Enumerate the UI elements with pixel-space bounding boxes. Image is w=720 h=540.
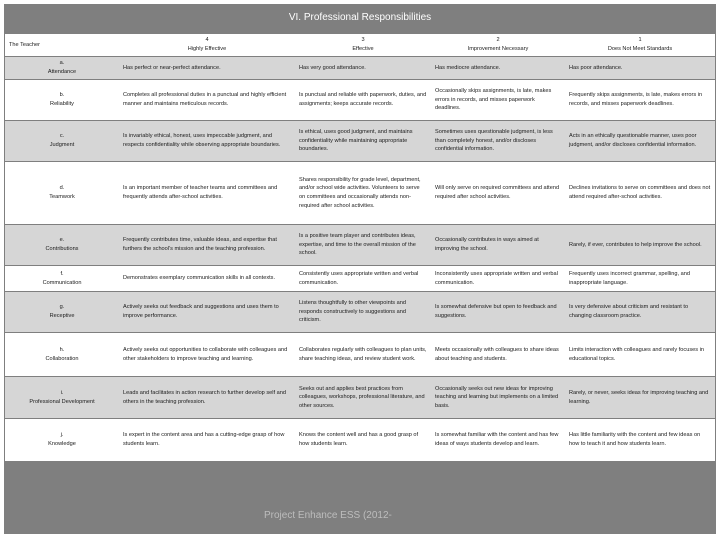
- level-number: 2: [496, 37, 500, 44]
- descriptor-cell: Actively seeks out feedback and suggestions and uses them to improve performance.: [119, 292, 295, 332]
- criterion-name: Contributions: [45, 246, 79, 252]
- level-number: 4: [205, 37, 209, 44]
- criterion-cell: [5, 225, 119, 265]
- criterion-cell: [5, 333, 119, 376]
- criterion-name: Collaboration: [45, 355, 79, 362]
- table-row: [5, 225, 715, 265]
- descriptor-cell: Occasionally contributes in ways aimed at improving the school.: [431, 225, 565, 265]
- descriptor-cell: Inconsistently uses appropriate written and verbal communication.: [431, 266, 565, 291]
- criterion-name: Reliability: [50, 101, 74, 107]
- descriptor-cell: Is punctual and reliable with paperwork, duties, and assignments; keeps accurate records.: [295, 80, 431, 120]
- descriptor-cell: Is expert in the content area and has a cutting-edge grasp of how students learn.: [119, 419, 295, 461]
- table-row: [5, 419, 715, 461]
- criterion-name: Communication: [42, 279, 82, 286]
- descriptor-cell: Acts in an ethically questionable manner, uses poor judgment, and/or discloses confidential information.: [565, 121, 715, 161]
- descriptor-cell: Frequently contributes time, valuable ideas, and expertise that furthers the school’s mission and the teaching profession.: [119, 225, 295, 265]
- descriptor-cell: Occasionally skips assignments, is late, makes errors in records, and misses paperwork deadlines.: [431, 80, 565, 120]
- descriptor-cell: Limits interaction with colleagues and rarely focuses in educational topics.: [565, 333, 715, 376]
- criterion-letter: j.: [60, 432, 64, 439]
- descriptor-cell: Listens thoughtfully to other viewpoints and responds constructively to suggestions and criticism.: [295, 292, 431, 332]
- descriptor-cell: Occasionally seeks out new ideas for improving teaching and learning but implements on a limited basis.: [431, 377, 565, 418]
- descriptor-cell: Has perfect or near-perfect attendance.: [119, 57, 295, 79]
- descriptor-cell: Is a positive team player and contributes ideas, expertise, and time to the overall mission of the school.: [295, 225, 431, 265]
- criterion-name: Teamwork: [49, 194, 75, 200]
- footer-watermark: Project Enhance ESS (2012-: [264, 510, 392, 521]
- descriptor-cell: Is very defensive about criticism and resistant to changing classroom practice.: [565, 292, 715, 332]
- descriptor-cell: Frequently skips assignments, is late, makes errors in records, and misses paperwork deadlines.: [565, 80, 715, 120]
- criterion-cell: [5, 266, 119, 291]
- criterion-letter: c.: [59, 133, 65, 140]
- descriptor-cell: Is an important member of teacher teams and committees and frequently attends after-school activities.: [119, 162, 295, 224]
- rubric-body: [5, 57, 715, 461]
- level-name: Highly Effective: [187, 46, 227, 52]
- criterion-letter: f.: [60, 270, 64, 277]
- criterion-name: Attendance: [47, 69, 77, 75]
- level-number: 1: [638, 37, 642, 44]
- table-row: [5, 266, 715, 291]
- descriptor-cell: Collaborates regularly with colleagues to plan units, share teaching ideas, and review student work.: [295, 333, 431, 376]
- descriptor-cell: Rarely, if ever, contributes to help improve the school.: [565, 225, 715, 265]
- criterion-cell: [5, 377, 119, 418]
- criterion-name: Professional Development: [29, 398, 95, 405]
- level-number: 3: [361, 37, 365, 44]
- criterion-letter: g.: [59, 304, 65, 311]
- descriptor-cell: Rarely, or never, seeks ideas for improving teaching and learning.: [565, 377, 715, 418]
- header-row: [5, 34, 715, 56]
- page-title: VI. Professional Responsibilities: [288, 12, 432, 23]
- descriptor-cell: Has very good attendance.: [295, 57, 431, 79]
- criterion-name: Judgment: [49, 142, 75, 148]
- descriptor-cell: Shares responsibility for grade level, department, and/or school wide activities. Volunteers to serve on committees and occasionally attends non-required after school activities.: [295, 162, 431, 224]
- descriptor-cell: Meets occasionally with colleagues to share ideas about teaching and students.: [431, 333, 565, 376]
- table-row: [5, 80, 715, 120]
- table-row: [5, 377, 715, 418]
- corner-label: The Teacher: [5, 34, 119, 56]
- descriptor-cell: Has poor attendance.: [565, 57, 715, 79]
- descriptor-cell: Sometimes uses questionable judgment, is less than completely honest, and/or discloses confidential information.: [431, 121, 565, 161]
- descriptor-cell: Frequently uses incorrect grammar, spelling, and inappropriate language.: [565, 266, 715, 291]
- descriptor-cell: Consistently uses appropriate written and verbal communication.: [295, 266, 431, 291]
- criterion-letter: e.: [59, 237, 65, 244]
- descriptor-cell: Has mediocre attendance.: [431, 57, 565, 79]
- criterion-letter: h.: [59, 346, 65, 353]
- table-row: [5, 162, 715, 224]
- level-name: Does Not Meet Standards: [607, 46, 673, 52]
- descriptor-cell: Declines invitations to serve on committees and does not attend required after-school activities.: [565, 162, 715, 224]
- table-row: [5, 57, 715, 79]
- criterion-cell: [5, 57, 119, 79]
- criterion-letter: b.: [59, 92, 65, 99]
- criterion-letter: i.: [60, 389, 64, 396]
- level-name: Effective: [352, 46, 374, 52]
- rubric-sheet: [4, 4, 716, 534]
- criterion-name: Receptive: [49, 313, 75, 319]
- criterion-name: Knowledge: [48, 441, 76, 447]
- descriptor-cell: Actively seeks out opportunities to collaborate with colleagues and other stakeholders to improve teaching and learning.: [119, 333, 295, 376]
- descriptor-cell: Seeks out and applies best practices from colleagues, workshops, professional literature, and other sources.: [295, 377, 431, 418]
- descriptor-cell: Leads and facilitates in action research to further develop self and others in the teaching profession.: [119, 377, 295, 418]
- descriptor-cell: Has little familiarity with the content and few ideas on how to teach it and how students learn.: [565, 419, 715, 461]
- table-row: [5, 292, 715, 332]
- descriptor-cell: Is somewhat familiar with the content and has few ideas of ways students develop and learn.: [431, 419, 565, 461]
- criterion-cell: [5, 162, 119, 224]
- descriptor-cell: Is invariably ethical, honest, uses impeccable judgment, and respects confidentiality while observing appropriate boundaries.: [119, 121, 295, 161]
- level-header: [295, 34, 431, 56]
- criterion-letter: a.: [59, 60, 65, 67]
- criterion-cell: [5, 292, 119, 332]
- criterion-letter: d.: [59, 185, 65, 192]
- level-header: [431, 34, 565, 56]
- level-header: [565, 34, 715, 56]
- table-row: [5, 333, 715, 376]
- descriptor-cell: Knows the content well and has a good grasp of how students learn.: [295, 419, 431, 461]
- descriptor-cell: Completes all professional duties in a punctual and highly efficient manner and maintains meticulous records.: [119, 80, 295, 120]
- criterion-cell: [5, 419, 119, 461]
- descriptor-cell: Demonstrates exemplary communication skills in all contexts.: [119, 266, 295, 291]
- rubric-table: [5, 33, 715, 462]
- descriptor-cell: Is ethical, uses good judgment, and maintains confidentiality while maintaining appropriate boundaries.: [295, 121, 431, 161]
- level-name: Improvement Necessary: [467, 46, 529, 52]
- criterion-cell: [5, 80, 119, 120]
- level-header: [119, 34, 295, 56]
- descriptor-cell: Is somewhat defensive but open to feedback and suggestions.: [431, 292, 565, 332]
- criterion-cell: [5, 121, 119, 161]
- descriptor-cell: Will only serve on required committees and attend required after school activities.: [431, 162, 565, 224]
- table-row: [5, 121, 715, 161]
